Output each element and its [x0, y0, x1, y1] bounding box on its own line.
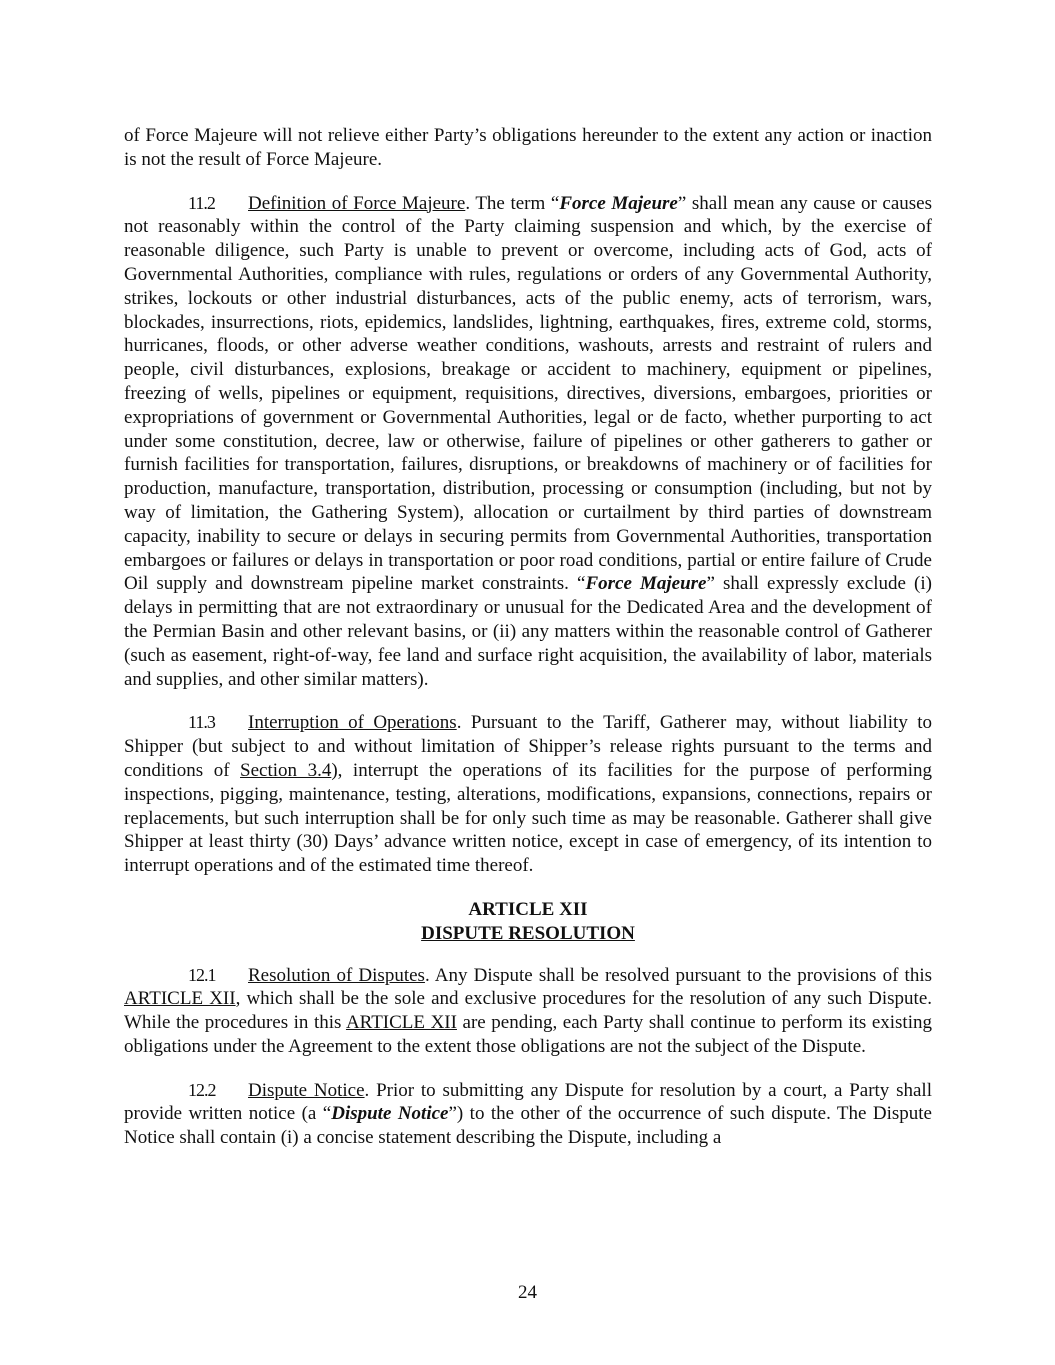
- article-xii-link[interactable]: ARTICLE XII: [345, 1012, 457, 1034]
- article-xii-link[interactable]: ARTICLE XII: [124, 988, 236, 1010]
- section-12-2-paragraph: [124, 1079, 932, 1150]
- section-number: 12.2: [188, 1079, 216, 1100]
- paragraph-text: ”) to the other of the occurrence of such dispute. The Dispute Notice shall contain (i) a concise statement describing the Dispute, including a: [124, 1103, 932, 1149]
- section-title: Resolution of Disputes: [248, 964, 425, 986]
- section-title: Interruption of Operations: [248, 712, 457, 734]
- paragraph-text: . Pursuant to the Tariff, Gatherer may, without liability to Shipper (but subject to and without limitation of Shipper’s release rights pursuant to the terms and conditions of: [124, 712, 932, 781]
- paragraph-text: ” shall mean any cause or causes not reasonably within the control of the Party claiming suspension and which, by the exercise of reasonable diligence, such Party is unable to prevent or overcome, including acts of God, acts of Governmental Authorities, compliance with rules, regulations or orders of any Governmental Authority, strikes, lockouts or other industrial disturbances, acts of the public enemy, acts of terrorism, wars, blockades, insurrections, riots, epidemics, landslides, lightning, earthquakes, fires, extreme cold, storms, hurricanes, floods, or other adverse weather conditions, washouts, arrests and restraint of rulers and people, civil disturbances, explosions, breakage or accident to machinery, equipment or pipelines, freezing of wells, pipelines or equipment, requisitions, directives, diversions, embargoes, priorities or expropriations of government or Governmental Authorities, legal or de facto, whether purporting to act under some constitution, decree, law or otherwise, failure of pipelines or other gatherers to gather or furnish facilities for transportation, failures, disruptions, or breakdowns of machinery or of facilities for production, manufacture, transportation, distribution, processing or consumption (including, but not by way of limitation, the Gathering System), allocation or curtailment by third parties of downstream capacity, inability to secure or delays in securing permits from Governmental Authorities, transportation embargoes or failures or delays in transportation or poor road conditions, partial or entire failure of Crude Oil supply and downstream pipeline market constraints. “: [124, 192, 933, 595]
- section-title: Dispute Notice: [248, 1079, 365, 1101]
- defined-term: Dispute Notice: [331, 1103, 449, 1125]
- defined-term: Force Majeure: [585, 573, 707, 595]
- paragraph-text: , which shall be the sole and exclusive procedures for the resolution of any such Dispute. While the procedures in this: [124, 988, 933, 1034]
- defined-term: Force Majeure: [559, 192, 678, 214]
- page-number: 24: [518, 1282, 537, 1303]
- article-heading: ARTICLE XII: [468, 898, 588, 920]
- document-page: [124, 124, 932, 1150]
- paragraph-text: are pending, each Party shall continue to perform its existing obligations under the Agreement to the extent those obligations are not the subject of the Dispute.: [124, 1012, 932, 1057]
- section-title: Definition of Force Majeure: [248, 192, 466, 214]
- section-number: 11.2: [188, 192, 215, 213]
- section-number: 12.1: [188, 964, 216, 985]
- paragraph-text: . The term “: [465, 192, 560, 214]
- section-3-4-link[interactable]: Section 3.4: [240, 759, 332, 781]
- paragraph-text: ” shall expressly exclude (i) delays in permitting that are not extraordinary or unusual for the Dedicated Area and the development of the Permian Basin and other relevant basins, or (ii) any matters within the reasonable control of Gatherer (such as easement, right-of-way, fee land and surface right acquisition, the availability of labor, materials and supplies, and other similar matters).: [124, 573, 932, 690]
- continuation-text: of Force Majeure will not relieve either Party’s obligations hereunder to the extent any action or inaction is not the result of Force Majeure.: [124, 125, 932, 170]
- paragraph-text: ), interrupt the operations of its facilities for the purpose of performing inspections, pigging, maintenance, testing, alterations, modifications, expansions, connections, repairs or replacements, but such interruption shall be for only such time as may be reasonable. Gatherer shall give Shipper at least thirty (30) Days’ advance written notice, except in case of emergency, of its intention to interrupt operations and of the estimated time thereof.: [124, 759, 932, 877]
- section-11-3-paragraph: [124, 711, 932, 878]
- article-title: DISPUTE RESOLUTION: [421, 922, 635, 944]
- paragraph-text: . Prior to submitting any Dispute for resolution by a court, a Party shall provide written notice (a “: [124, 1079, 932, 1125]
- paragraph-text: . Any Dispute shall be resolved pursuant to the provisions of this: [424, 964, 932, 986]
- continuation-paragraph: [124, 124, 932, 172]
- section-11-2-paragraph: [124, 192, 932, 692]
- section-number: 11.3: [188, 712, 215, 733]
- section-12-1-paragraph: [124, 964, 932, 1059]
